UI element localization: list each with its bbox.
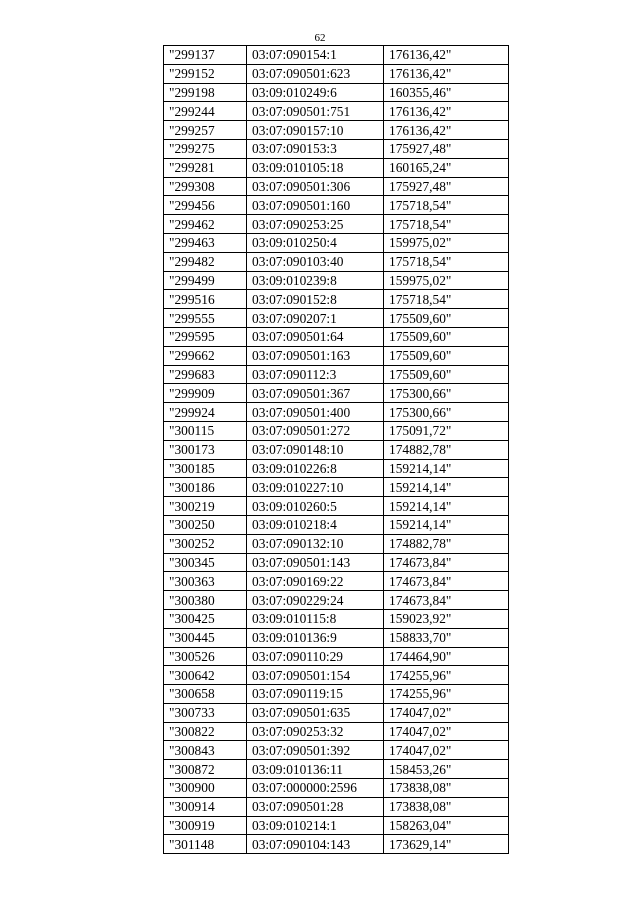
row-id-cell: "299662 [164, 346, 247, 365]
cadastral-number-cell: 03:07:090501:64 [247, 327, 384, 346]
cadastral-number-cell: 03:07:090119:15 [247, 685, 384, 704]
value-cell: 160355,46" [384, 83, 509, 102]
table-row [164, 327, 509, 346]
row-id-cell: "299257 [164, 121, 247, 140]
table-row [164, 515, 509, 534]
row-id-cell: "300186 [164, 478, 247, 497]
table-row [164, 741, 509, 760]
value-cell: 173838,08" [384, 779, 509, 798]
row-id-cell: "299555 [164, 309, 247, 328]
page-number: 62 [314, 32, 326, 44]
value-cell: 174255,96" [384, 666, 509, 685]
table-row [164, 215, 509, 234]
value-cell: 174882,78" [384, 440, 509, 459]
cadastral-number-cell: 03:07:090501:160 [247, 196, 384, 215]
value-cell: 175718,54" [384, 290, 509, 309]
value-cell: 158453,26" [384, 760, 509, 779]
row-id-cell: "299244 [164, 102, 247, 121]
cadastral-number-cell: 03:07:090148:10 [247, 440, 384, 459]
cadastral-number-cell: 03:07:090501:154 [247, 666, 384, 685]
row-id-cell: "300250 [164, 515, 247, 534]
row-id-cell: "300822 [164, 722, 247, 741]
value-cell: 174047,02" [384, 722, 509, 741]
row-id-cell: "300173 [164, 440, 247, 459]
row-id-cell: "299924 [164, 403, 247, 422]
row-id-cell: "300872 [164, 760, 247, 779]
value-cell: 176136,42" [384, 102, 509, 121]
value-cell: 175091,72" [384, 421, 509, 440]
table-row [164, 365, 509, 384]
cadastral-number-cell: 03:07:090501:143 [247, 553, 384, 572]
value-cell: 173838,08" [384, 797, 509, 816]
cadastral-number-cell: 03:09:010214:1 [247, 816, 384, 835]
table-row [164, 440, 509, 459]
cadastral-number-cell: 03:07:090112:3 [247, 365, 384, 384]
row-id-cell: "299683 [164, 365, 247, 384]
cadastral-number-cell: 03:07:090207:1 [247, 309, 384, 328]
table-row [164, 459, 509, 478]
table-row [164, 760, 509, 779]
value-cell: 175300,66" [384, 384, 509, 403]
cadastral-number-cell: 03:09:010250:4 [247, 233, 384, 252]
row-id-cell: "299281 [164, 158, 247, 177]
table-row [164, 271, 509, 290]
value-cell: 173629,14" [384, 835, 509, 854]
value-cell: 158263,04" [384, 816, 509, 835]
row-id-cell: "300900 [164, 779, 247, 798]
table-row [164, 139, 509, 158]
row-id-cell: "300526 [164, 647, 247, 666]
data-table [163, 45, 509, 854]
row-id-cell: "300345 [164, 553, 247, 572]
cadastral-number-cell: 03:09:010105:18 [247, 158, 384, 177]
cadastral-number-cell: 03:09:010136:9 [247, 628, 384, 647]
row-id-cell: "300445 [164, 628, 247, 647]
cadastral-number-cell: 03:07:090110:29 [247, 647, 384, 666]
row-id-cell: "300919 [164, 816, 247, 835]
table-row [164, 64, 509, 83]
value-cell: 174882,78" [384, 534, 509, 553]
table-body [164, 46, 509, 854]
value-cell: 175509,60" [384, 346, 509, 365]
cadastral-number-cell: 03:07:090501:306 [247, 177, 384, 196]
table-row [164, 478, 509, 497]
row-id-cell: "300843 [164, 741, 247, 760]
value-cell: 175718,54" [384, 252, 509, 271]
cadastral-number-cell: 03:07:090229:24 [247, 591, 384, 610]
value-cell: 174047,02" [384, 741, 509, 760]
row-id-cell: "300733 [164, 703, 247, 722]
table-row [164, 703, 509, 722]
row-id-cell: "299909 [164, 384, 247, 403]
row-id-cell: "299463 [164, 233, 247, 252]
cadastral-number-cell: 03:07:090501:392 [247, 741, 384, 760]
cadastral-number-cell: 03:07:000000:2596 [247, 779, 384, 798]
row-id-cell: "299462 [164, 215, 247, 234]
cadastral-number-cell: 03:07:090153:3 [247, 139, 384, 158]
table-row [164, 196, 509, 215]
value-cell: 175509,60" [384, 309, 509, 328]
value-cell: 159214,14" [384, 515, 509, 534]
cadastral-number-cell: 03:07:090501:163 [247, 346, 384, 365]
table-row [164, 252, 509, 271]
table-row [164, 534, 509, 553]
row-id-cell: "300658 [164, 685, 247, 704]
table-row [164, 384, 509, 403]
table-row [164, 797, 509, 816]
row-id-cell: "299137 [164, 46, 247, 65]
row-id-cell: "299595 [164, 327, 247, 346]
row-id-cell: "300642 [164, 666, 247, 685]
row-id-cell: "299516 [164, 290, 247, 309]
row-id-cell: "300425 [164, 609, 247, 628]
cadastral-number-cell: 03:07:090501:751 [247, 102, 384, 121]
row-id-cell: "299499 [164, 271, 247, 290]
value-cell: 174047,02" [384, 703, 509, 722]
table-row [164, 685, 509, 704]
cadastral-number-cell: 03:07:090253:25 [247, 215, 384, 234]
row-id-cell: "301148 [164, 835, 247, 854]
value-cell: 174673,84" [384, 591, 509, 610]
cadastral-number-cell: 03:07:090103:40 [247, 252, 384, 271]
table-row [164, 553, 509, 572]
cadastral-number-cell: 03:07:090501:635 [247, 703, 384, 722]
row-id-cell: "300363 [164, 572, 247, 591]
table-row [164, 722, 509, 741]
cadastral-number-cell: 03:07:090501:367 [247, 384, 384, 403]
value-cell: 160165,24" [384, 158, 509, 177]
table-row [164, 647, 509, 666]
table-row [164, 233, 509, 252]
table-row [164, 628, 509, 647]
cadastral-number-cell: 03:09:010115:8 [247, 609, 384, 628]
table-row [164, 102, 509, 121]
table-row [164, 666, 509, 685]
row-id-cell: "300219 [164, 497, 247, 516]
value-cell: 159214,14" [384, 459, 509, 478]
cadastral-number-cell: 03:09:010218:4 [247, 515, 384, 534]
cadastral-number-cell: 03:07:090169:22 [247, 572, 384, 591]
cadastral-number-cell: 03:07:090154:1 [247, 46, 384, 65]
value-cell: 176136,42" [384, 46, 509, 65]
table-row [164, 609, 509, 628]
cadastral-number-cell: 03:07:090152:8 [247, 290, 384, 309]
value-cell: 159214,14" [384, 497, 509, 516]
cadastral-number-cell: 03:09:010249:6 [247, 83, 384, 102]
value-cell: 174255,96" [384, 685, 509, 704]
table-row [164, 309, 509, 328]
value-cell: 159975,02" [384, 233, 509, 252]
value-cell: 174673,84" [384, 572, 509, 591]
value-cell: 175509,60" [384, 365, 509, 384]
table-row [164, 497, 509, 516]
cadastral-number-cell: 03:09:010260:5 [247, 497, 384, 516]
table-row [164, 290, 509, 309]
cadastral-number-cell: 03:09:010227:10 [247, 478, 384, 497]
value-cell: 159214,14" [384, 478, 509, 497]
table-row [164, 403, 509, 422]
table-row [164, 421, 509, 440]
row-id-cell: "299275 [164, 139, 247, 158]
cadastral-number-cell: 03:07:090132:10 [247, 534, 384, 553]
value-cell: 158833,70" [384, 628, 509, 647]
cadastral-number-cell: 03:07:090104:143 [247, 835, 384, 854]
cadastral-number-cell: 03:07:090501:400 [247, 403, 384, 422]
table-row [164, 158, 509, 177]
row-id-cell: "300252 [164, 534, 247, 553]
value-cell: 175509,60" [384, 327, 509, 346]
row-id-cell: "299198 [164, 83, 247, 102]
cadastral-number-cell: 03:09:010226:8 [247, 459, 384, 478]
cadastral-number-cell: 03:07:090253:32 [247, 722, 384, 741]
table-row [164, 346, 509, 365]
cadastral-number-cell: 03:07:090157:10 [247, 121, 384, 140]
value-cell: 176136,42" [384, 121, 509, 140]
cadastral-number-cell: 03:07:090501:272 [247, 421, 384, 440]
cadastral-number-cell: 03:09:010136:11 [247, 760, 384, 779]
value-cell: 176136,42" [384, 64, 509, 83]
table-row [164, 83, 509, 102]
row-id-cell: "299456 [164, 196, 247, 215]
value-cell: 175718,54" [384, 196, 509, 215]
table-row [164, 46, 509, 65]
value-cell: 175300,66" [384, 403, 509, 422]
table-row [164, 591, 509, 610]
value-cell: 175927,48" [384, 177, 509, 196]
cadastral-number-cell: 03:07:090501:28 [247, 797, 384, 816]
table-row [164, 121, 509, 140]
row-id-cell: "299482 [164, 252, 247, 271]
row-id-cell: "300380 [164, 591, 247, 610]
table-row [164, 177, 509, 196]
table-row [164, 816, 509, 835]
value-cell: 159975,02" [384, 271, 509, 290]
table-row [164, 835, 509, 854]
value-cell: 174464,90" [384, 647, 509, 666]
table-row [164, 779, 509, 798]
row-id-cell: "300914 [164, 797, 247, 816]
row-id-cell: "299308 [164, 177, 247, 196]
row-id-cell: "300185 [164, 459, 247, 478]
cadastral-number-cell: 03:09:010239:8 [247, 271, 384, 290]
value-cell: 159023,92" [384, 609, 509, 628]
cadastral-number-cell: 03:07:090501:623 [247, 64, 384, 83]
table-row [164, 572, 509, 591]
value-cell: 175927,48" [384, 139, 509, 158]
value-cell: 175718,54" [384, 215, 509, 234]
row-id-cell: "299152 [164, 64, 247, 83]
value-cell: 174673,84" [384, 553, 509, 572]
row-id-cell: "300115 [164, 421, 247, 440]
